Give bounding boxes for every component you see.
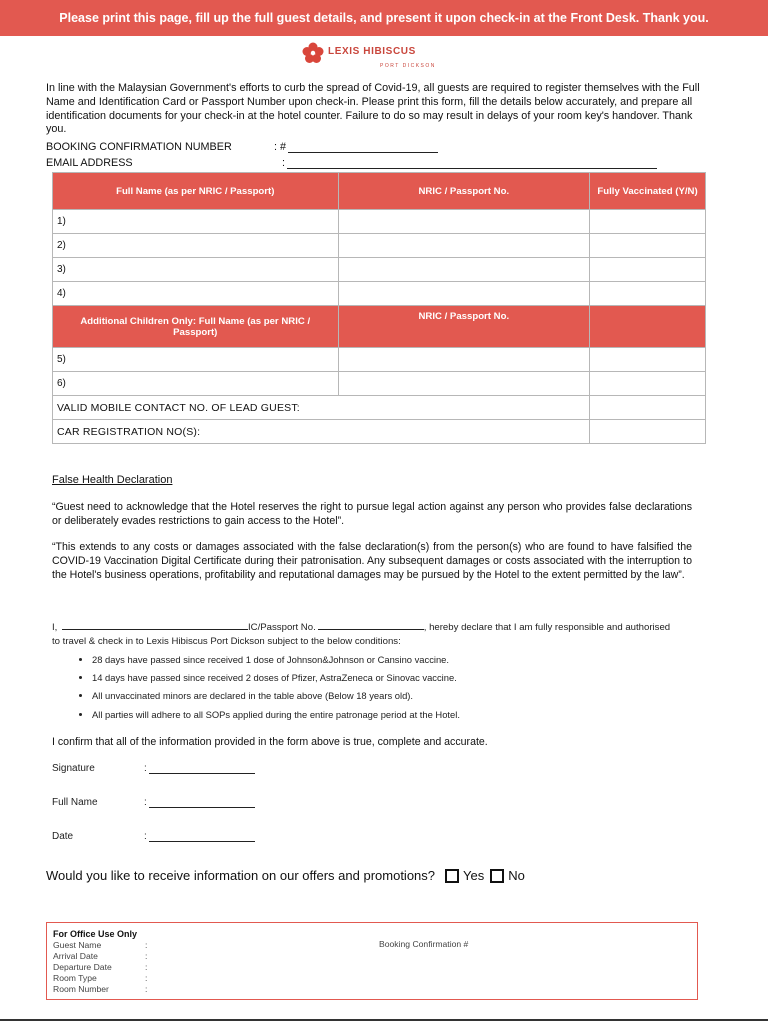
table-header-row bbox=[53, 173, 706, 210]
office-field-label: Room Number bbox=[53, 984, 109, 994]
office-field-label: Guest Name bbox=[53, 940, 102, 950]
bottom-divider bbox=[0, 1019, 768, 1021]
logo-subtitle: PORT DICKSON bbox=[380, 63, 436, 69]
promotions-question: Would you like to receive information on our offers and promotions? bbox=[46, 868, 436, 883]
vaccinated-cell[interactable] bbox=[590, 234, 706, 258]
row-number[interactable]: 6) bbox=[53, 372, 339, 396]
office-field-colon: : bbox=[145, 973, 148, 983]
mobile-contact-row bbox=[53, 396, 706, 420]
full-name-field[interactable] bbox=[149, 797, 255, 808]
declare-text: , hereby declare that I am fully responsible and authorised to travel & check in to Lexis Hibiscus Port Dickson subject to the below conditions: bbox=[52, 622, 671, 647]
email-label: EMAIL ADDRESS bbox=[46, 157, 133, 169]
booking-number-prefix: : # bbox=[274, 141, 287, 153]
intro-paragraph: In line with the Malaysian Government's efforts to curb the spread of Covid-19, all guests are required to register themselves with the Full Name and Identification Card or Passport Number upon check-in. Please print this form, fill the details below accurately, and prepare all identification documents for your check-in at the hotel counter. Failure to do so may result in delays of your room key's handover. Thank you. bbox=[46, 82, 700, 136]
declarant-name-field[interactable] bbox=[62, 620, 248, 630]
declaration-statement bbox=[52, 620, 674, 649]
office-field-arrival-date bbox=[53, 951, 148, 962]
office-field-room-type bbox=[53, 973, 148, 984]
list-item: • 14 days have passed since received 2 doses of Pfizer, AstraZeneca or Sinovac vaccine. bbox=[92, 669, 692, 687]
guest-details-table bbox=[52, 172, 706, 444]
header-children-blank bbox=[590, 306, 706, 348]
office-field-colon: : bbox=[145, 940, 148, 950]
signature-label: Signature bbox=[52, 763, 95, 774]
office-field-label: Departure Date bbox=[53, 962, 112, 972]
list-item: • 28 days have passed since received 1 dose of Johnson&Johnson or Cansino vaccine. bbox=[92, 651, 692, 669]
list-item: • All parties will adhere to all SOPs applied during the entire patronage period at the Hotel. bbox=[92, 706, 692, 724]
declaration-paragraph-1: “Guest need to acknowledge that the Hotel reserves the right to pursue legal action against any person who provides false declarations or deliberately evades restrictions to gain access to the Hotel”. bbox=[52, 501, 692, 527]
mobile-contact-label[interactable]: VALID MOBILE CONTACT NO. OF LEAD GUEST: bbox=[53, 396, 590, 420]
header-full-name: Full Name (as per NRIC / Passport) bbox=[53, 173, 339, 210]
office-field-room-number bbox=[53, 984, 148, 995]
email-colon: : bbox=[282, 157, 285, 169]
date-field[interactable] bbox=[149, 831, 255, 842]
office-field-label: Room Type bbox=[53, 973, 97, 983]
signature-row bbox=[52, 763, 255, 774]
email-field[interactable] bbox=[287, 157, 657, 169]
header-nric: NRIC / Passport No. bbox=[338, 173, 590, 210]
vaccinated-cell[interactable] bbox=[590, 282, 706, 306]
declaration-title: False Health Declaration bbox=[52, 474, 173, 486]
yes-label: Yes bbox=[463, 868, 485, 883]
declaration-paragraph-2: “This extends to any costs or damages associated with the false declaration(s) from the person(s) who are found to have falsified the COVID-19 Vaccination Digital Certificate during their patronisation. Any subsequent damages or costs associated with the interruption to the Hotel's business operations, profitability and reputational damages may be pursued by the Hotel to the extent permitted by the law”. bbox=[52, 541, 692, 581]
office-field-departure-date bbox=[53, 962, 148, 973]
header-children-nric: NRIC / Passport No. bbox=[338, 306, 590, 348]
mobile-contact-extra[interactable] bbox=[590, 396, 706, 420]
table-row bbox=[53, 258, 706, 282]
hotel-logo bbox=[300, 40, 460, 74]
list-item: • All unvaccinated minors are declared in the table above (Below 18 years old). bbox=[92, 687, 692, 705]
booking-number-line bbox=[46, 141, 438, 153]
nric-cell[interactable] bbox=[338, 258, 590, 282]
email-line bbox=[46, 157, 657, 169]
vaccinated-cell[interactable] bbox=[590, 372, 706, 396]
declare-i-label: I, bbox=[52, 622, 58, 633]
table-row bbox=[53, 348, 706, 372]
children-header-row bbox=[53, 306, 706, 348]
car-registration-extra[interactable] bbox=[590, 420, 706, 444]
signature-field[interactable] bbox=[149, 763, 255, 774]
booking-number-label: BOOKING CONFIRMATION NUMBER bbox=[46, 141, 232, 153]
hibiscus-flower-icon bbox=[302, 42, 324, 64]
nric-cell[interactable] bbox=[338, 210, 590, 234]
vaccinated-cell[interactable] bbox=[590, 258, 706, 282]
no-checkbox[interactable] bbox=[490, 869, 504, 883]
nric-cell[interactable] bbox=[338, 372, 590, 396]
office-field-colon: : bbox=[145, 962, 148, 972]
row-number[interactable]: 1) bbox=[53, 210, 339, 234]
office-use-box bbox=[46, 922, 698, 1000]
signature-colon: : bbox=[144, 763, 147, 774]
conditions-list bbox=[72, 651, 692, 724]
nric-cell[interactable] bbox=[338, 234, 590, 258]
table-row bbox=[53, 210, 706, 234]
table-row bbox=[53, 282, 706, 306]
row-number[interactable]: 5) bbox=[53, 348, 339, 372]
header-children-name: Additional Children Only: Full Name (as per NRIC / Passport) bbox=[53, 306, 339, 348]
declarant-ic-field[interactable] bbox=[318, 620, 424, 630]
table-row bbox=[53, 372, 706, 396]
date-label: Date bbox=[52, 831, 74, 842]
row-number[interactable]: 3) bbox=[53, 258, 339, 282]
office-field-label: Arrival Date bbox=[53, 951, 98, 961]
no-label: No bbox=[508, 868, 525, 883]
full-name-colon: : bbox=[144, 797, 147, 808]
office-booking-confirmation: Booking Confirmation # bbox=[379, 939, 469, 949]
logo-name: LEXIS HIBISCUS bbox=[328, 46, 416, 57]
declare-ic-label: IC/Passport No. bbox=[248, 622, 316, 633]
yes-checkbox[interactable] bbox=[445, 869, 459, 883]
vaccinated-cell[interactable] bbox=[590, 210, 706, 234]
car-registration-row bbox=[53, 420, 706, 444]
vaccinated-cell[interactable] bbox=[590, 348, 706, 372]
car-registration-label[interactable]: CAR REGISTRATION NO(S): bbox=[53, 420, 590, 444]
date-colon: : bbox=[144, 831, 147, 842]
office-use-title: For Office Use Only bbox=[53, 929, 138, 939]
full-name-label: Full Name bbox=[52, 797, 98, 808]
row-number[interactable]: 2) bbox=[53, 234, 339, 258]
nric-cell[interactable] bbox=[338, 282, 590, 306]
confirm-statement: I confirm that all of the information provided in the form above is true, complete and accurate. bbox=[52, 736, 488, 748]
table-row bbox=[53, 234, 706, 258]
promotions-question-row bbox=[46, 868, 525, 883]
header-vaccinated: Fully Vaccinated (Y/N) bbox=[590, 173, 706, 210]
office-field-guest-name bbox=[53, 940, 148, 951]
office-field-colon: : bbox=[145, 951, 148, 961]
office-field-colon: : bbox=[145, 984, 148, 994]
full-name-row bbox=[52, 797, 255, 808]
top-banner: Please print this page, fill up the full guest details, and present it upon check-in at the Front Desk. Thank you. bbox=[0, 0, 768, 36]
date-row bbox=[52, 831, 255, 842]
row-number[interactable]: 4) bbox=[53, 282, 339, 306]
booking-number-field[interactable] bbox=[288, 141, 438, 153]
nric-cell[interactable] bbox=[338, 348, 590, 372]
